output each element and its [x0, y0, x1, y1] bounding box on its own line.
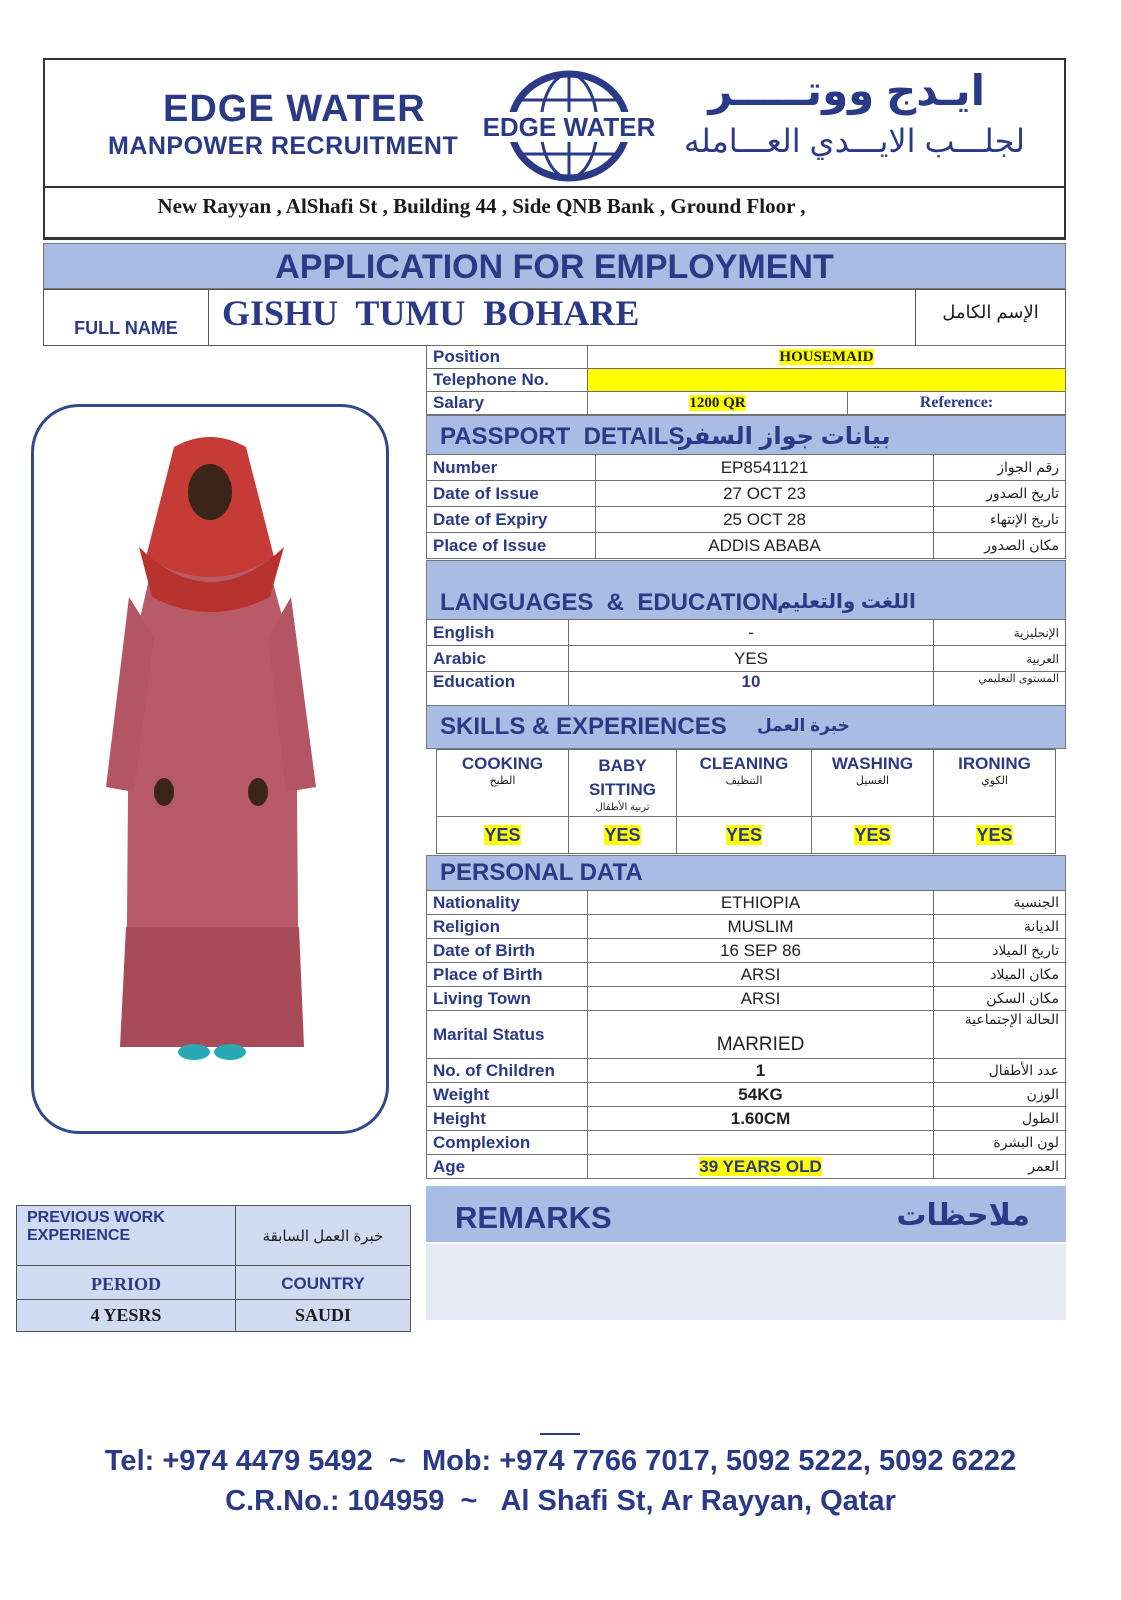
skill-cleaning-label-ar: التنظيف	[725, 775, 763, 787]
children-value: 1	[588, 1059, 934, 1083]
marital-status-value: MARRIED	[588, 1011, 934, 1059]
table-row	[17, 1300, 411, 1332]
position-label: Position	[427, 346, 588, 369]
company-subtitle-en: MANPOWER RECRUITMENT	[108, 132, 459, 160]
height-label: Height	[427, 1107, 588, 1131]
table-row	[427, 507, 1066, 533]
address-bar	[43, 188, 1066, 240]
remarks-title: REMARKS	[455, 1200, 612, 1235]
footer-divider	[540, 1433, 580, 1435]
nationality-label: Nationality	[427, 891, 588, 915]
issue-place-label-ar: مكان الصدور	[934, 533, 1066, 559]
reference-label: Reference:	[848, 392, 1066, 415]
position-value: HOUSEMAID	[779, 348, 874, 365]
table-row	[17, 1266, 411, 1300]
applicant-photo	[31, 404, 389, 1134]
issue-date-label: Date of Issue	[427, 481, 596, 507]
arabic-label: Arabic	[427, 646, 569, 672]
skills-header	[426, 705, 1066, 749]
age-cell	[588, 1155, 934, 1179]
table-row	[427, 392, 1066, 415]
marital-status-label: Marital Status	[427, 1011, 588, 1059]
english-label-ar: الإنجليزية	[934, 620, 1066, 646]
skill-washing-label: WASHING	[831, 754, 914, 773]
children-label-ar: عدد الأطفال	[934, 1059, 1066, 1083]
table-row	[427, 963, 1066, 987]
birth-date-label-ar: تاريخ الميلاد	[934, 939, 1066, 963]
skill-washing-value: YES	[854, 824, 891, 845]
table-row	[427, 1107, 1066, 1131]
job-table	[426, 345, 1066, 415]
table-row	[437, 817, 1056, 854]
passport-number-label: Number	[427, 455, 596, 481]
english-value: -	[569, 620, 934, 646]
skills-title-ar: خبرة العمل	[757, 716, 850, 735]
skill-baby-sitting-label: BABY SITTING	[588, 756, 657, 799]
religion-value: MUSLIM	[588, 915, 934, 939]
skill-cleaning-label: CLEANING	[699, 754, 789, 773]
weight-label: Weight	[427, 1083, 588, 1107]
skill-cooking-label-ar: الطبخ	[489, 775, 516, 787]
skill-baby-sitting-value: YES	[604, 824, 641, 845]
table-row	[427, 939, 1066, 963]
expiry-date-label-ar: تاريخ الإنتهاء	[934, 507, 1066, 533]
company-subtitle-ar: لجلـــب الايـــدي العـــامله	[683, 123, 1025, 159]
skill-baby-sitting-cell	[569, 817, 677, 854]
experience-table	[16, 1205, 411, 1332]
telephone-label: Telephone No.	[427, 369, 588, 392]
skill-ironing-cell	[934, 817, 1056, 854]
passport-number-label-ar: رقم الجواز	[934, 455, 1066, 481]
issue-place-label: Place of Issue	[427, 533, 596, 559]
personal-header: PERSONAL DATA	[426, 855, 1066, 891]
company-logo	[481, 68, 657, 184]
arabic-label-ar: العربية	[934, 646, 1066, 672]
table-row	[427, 481, 1066, 507]
height-label-ar: الطول	[934, 1107, 1066, 1131]
education-value: 10	[569, 672, 934, 706]
table-row	[427, 1131, 1066, 1155]
passport-title: PASSPORT DETAILS	[440, 423, 685, 450]
marital-status-label-ar: الحالة الإجتماعية	[934, 1011, 1066, 1059]
skill-baby-sitting	[569, 750, 677, 817]
table-row	[427, 1011, 1066, 1059]
table-row	[17, 1206, 411, 1266]
skill-ironing-label-ar: الكوي	[981, 775, 1008, 787]
form-title: APPLICATION FOR EMPLOYMENT	[43, 243, 1066, 289]
company-name-ar: ايـدج ووتـــــر	[708, 67, 985, 114]
birth-place-label: Place of Birth	[427, 963, 588, 987]
issue-date-label-ar: تاريخ الصدور	[934, 481, 1066, 507]
languages-title: LANGUAGES & EDUCATION	[440, 589, 779, 616]
religion-label: Religion	[427, 915, 588, 939]
english-label: English	[427, 620, 569, 646]
birth-date-value: 16 SEP 86	[588, 939, 934, 963]
children-label: No. of Children	[427, 1059, 588, 1083]
telephone-value	[588, 369, 1066, 392]
languages-table	[426, 619, 1066, 706]
living-town-label: Living Town	[427, 987, 588, 1011]
age-label-ar: العمر	[934, 1155, 1066, 1179]
weight-label-ar: الوزن	[934, 1083, 1066, 1107]
expiry-date-value: 25 OCT 28	[596, 507, 934, 533]
skill-ironing-value: YES	[976, 824, 1013, 845]
table-row	[427, 455, 1066, 481]
personal-table	[426, 890, 1066, 1179]
birth-place-value: ARSI	[588, 963, 934, 987]
arabic-value: YES	[569, 646, 934, 672]
salary-label: Salary	[427, 392, 588, 415]
skill-ironing-label: IRONING	[958, 754, 1031, 773]
full-name-label: FULL NAME	[44, 290, 209, 345]
education-label: Education	[427, 672, 569, 706]
position-cell	[588, 346, 1066, 369]
height-value: 1.60CM	[588, 1107, 934, 1131]
full-name-row	[43, 289, 1066, 346]
skill-cooking-value: YES	[484, 824, 521, 845]
table-row	[427, 1059, 1066, 1083]
table-row	[427, 369, 1066, 392]
education-label-ar: المستوى التعليمي	[934, 672, 1066, 706]
logo-text: EDGE WATER	[482, 112, 656, 142]
skill-cleaning-value: YES	[725, 824, 763, 845]
age-value: 39 YEARS OLD	[699, 1156, 822, 1176]
issue-place-value: ADDIS ABABA	[596, 533, 934, 559]
issue-date-value: 27 OCT 23	[596, 481, 934, 507]
remarks-header	[426, 1186, 1066, 1242]
skill-washing-cell	[812, 817, 934, 854]
country-value: SAUDI	[236, 1300, 411, 1332]
complexion-label: Complexion	[427, 1131, 588, 1155]
footer-contact: Tel: +974 4479 5492 ~ Mob: +974 7766 7017, 5092 5222, 5092 6222	[104, 1445, 1017, 1477]
skills-title: SKILLS & EXPERIENCES	[440, 713, 727, 740]
skill-cooking-label: COOKING	[461, 754, 544, 773]
religion-label-ar: الديانة	[934, 915, 1066, 939]
period-value: 4 YESRS	[17, 1300, 236, 1332]
person-photo-icon	[34, 407, 386, 1131]
passport-header	[426, 415, 1066, 455]
skill-cleaning-cell	[677, 817, 812, 854]
skill-cooking-cell	[437, 817, 569, 854]
complexion-value	[588, 1131, 934, 1155]
experience-title-ar: خبرة العمل السابقة	[236, 1206, 411, 1266]
table-row	[427, 672, 1066, 706]
company-name-en: EDGE WATER	[163, 88, 426, 130]
nationality-value: ETHIOPIA	[588, 891, 934, 915]
languages-header	[426, 560, 1066, 620]
full-name-value: GISHU TUMU BOHARE	[222, 293, 640, 333]
table-row	[427, 987, 1066, 1011]
full-name-label-ar: الإسم الكامل	[915, 290, 1065, 345]
address-text: New Rayyan , AlShafi St , Building 44 , Side QNB Bank , Ground Floor ,	[157, 194, 806, 218]
table-row	[427, 533, 1066, 559]
weight-value: 54KG	[588, 1083, 934, 1107]
salary-value: 1200 QR	[689, 394, 746, 411]
skill-cooking	[437, 750, 569, 817]
table-row	[427, 646, 1066, 672]
skill-ironing	[934, 750, 1056, 817]
languages-title-ar: اللغت والتعليم	[777, 591, 916, 613]
remarks-area	[426, 1244, 1066, 1320]
table-row	[437, 750, 1056, 817]
birth-date-label: Date of Birth	[427, 939, 588, 963]
passport-title-ar: بيانات جواز السفر	[679, 423, 891, 450]
letterhead	[43, 58, 1066, 188]
table-row	[427, 1155, 1066, 1179]
footer-address: C.R.No.: 104959 ~ Al Shafi St, Ar Rayyan, Qatar	[225, 1485, 896, 1517]
skills-table	[436, 749, 1056, 854]
skill-cleaning	[677, 750, 812, 817]
complexion-label-ar: لون البشرة	[934, 1131, 1066, 1155]
period-label: PERIOD	[17, 1266, 236, 1300]
passport-number-value: EP8541121	[596, 455, 934, 481]
nationality-label-ar: الجنسية	[934, 891, 1066, 915]
table-row	[427, 915, 1066, 939]
table-row	[427, 346, 1066, 369]
experience-title-cell	[17, 1206, 236, 1266]
passport-table	[426, 454, 1066, 559]
table-row	[427, 1083, 1066, 1107]
age-label: Age	[427, 1155, 588, 1179]
remarks-title-ar: ملاحظات	[896, 1199, 1030, 1232]
table-row	[427, 891, 1066, 915]
salary-cell	[588, 392, 848, 415]
expiry-date-label: Date of Expiry	[427, 507, 596, 533]
living-town-label-ar: مكان السكن	[934, 987, 1066, 1011]
country-label: COUNTRY	[236, 1266, 411, 1300]
skill-washing-label-ar: الغسيل	[855, 775, 890, 787]
experience-title: PREVIOUS WORK EXPERIENCE	[27, 1209, 165, 1244]
table-row	[427, 620, 1066, 646]
skill-washing	[812, 750, 934, 817]
skill-baby-sitting-label-ar: تربية الأطفال	[595, 802, 650, 813]
living-town-value: ARSI	[588, 987, 934, 1011]
birth-place-label-ar: مكان الميلاد	[934, 963, 1066, 987]
